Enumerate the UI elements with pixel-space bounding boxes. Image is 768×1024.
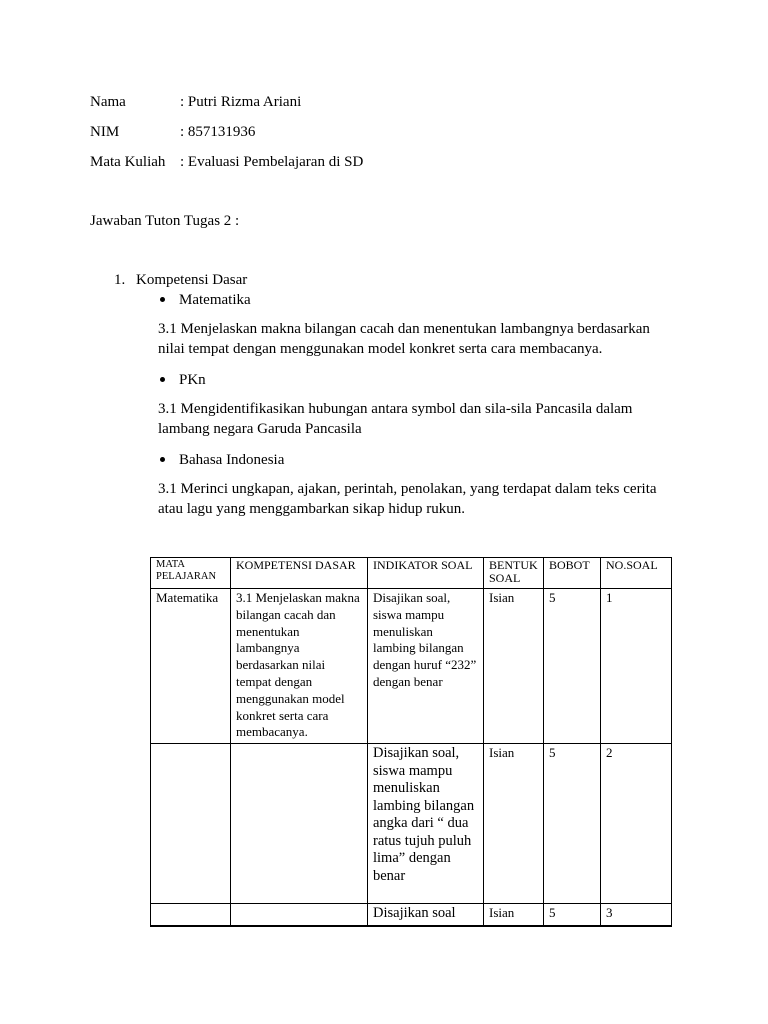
kd-indonesian: 3.1 Merinci ungkapan, ajakan, perintah, penolakan, yang terdapat dalam teks cerita atau lagu yang menggambarkan sikap hidup rukun. (158, 481, 657, 517)
kd-pkn: 3.1 Mengidentifikasikan hubungan antara symbol dan sila-sila Pancasila dalam lambang negara Garuda Pancasila (158, 401, 633, 437)
cell-subject: Matematika (151, 589, 231, 744)
course-row (90, 153, 363, 171)
kd-math: 3.1 Menjelaskan makna bilangan cacah dan menentukan lambangnya berdasarkan nilai tempat dengan menggunakan model konkret serta cara membacanya. (158, 321, 650, 357)
cell-number: 3 (601, 904, 672, 926)
cell-kd (231, 744, 368, 904)
name-row (90, 93, 301, 111)
subject-name: PKn (179, 372, 206, 388)
cell-form: Isian (484, 904, 544, 926)
subject-bullet-math (158, 290, 251, 310)
header-kd: KOMPETENSI DASAR (231, 558, 368, 589)
subject-name: Bahasa Indonesia (179, 452, 285, 468)
table-row (151, 904, 672, 926)
cell-number: 1 (601, 589, 672, 744)
nim-value: : 857131936 (180, 124, 256, 140)
grid-table (150, 557, 672, 927)
bullet-icon (160, 377, 165, 382)
answer-heading: Jawaban Tuton Tugas 2 : (90, 213, 240, 229)
cell-weight: 5 (544, 904, 601, 926)
cell-subject (151, 904, 231, 926)
name-value: : Putri Rizma Ariani (180, 94, 302, 110)
header-weight: BOBOT (544, 558, 601, 589)
header-indicator: INDIKATOR SOAL (368, 558, 484, 589)
nim-row (90, 123, 255, 141)
course-label: Mata Kuliah (90, 154, 166, 170)
table-row (151, 589, 672, 744)
bullet-icon (160, 457, 165, 462)
name-label: Nama (90, 94, 126, 110)
bullet-icon (160, 297, 165, 302)
cell-indicator: Disajikan soal (368, 904, 484, 926)
subject-bullet-indonesian (158, 450, 284, 470)
cell-weight: 5 (544, 744, 601, 904)
header-form: BENTUK SOAL (484, 558, 544, 589)
subject-bullet-pkn (158, 370, 206, 390)
cell-indicator: Disajikan soal, siswa mampu menuliskan lambing bilangan dengan huruf “232” dengan benar (368, 589, 484, 744)
table-header-row (151, 558, 672, 589)
section-title: Kompetensi Dasar (136, 272, 248, 288)
cell-subject (151, 744, 231, 904)
header-subject: MATA PELAJARAN (151, 558, 231, 589)
cell-kd: 3.1 Menjelaskan makna bilangan cacah dan menentukan lambangnya berdasarkan nilai tempat dengan menggunakan model konkret serta cara membacanya. (231, 589, 368, 744)
cell-form: Isian (484, 589, 544, 744)
cell-form: Isian (484, 744, 544, 904)
header-number: NO.SOAL (601, 558, 672, 589)
section-number: 1. (114, 272, 126, 288)
cell-indicator: Disajikan soal, siswa mampu menuliskan lambing bilangan angka dari “ dua ratus tujuh puluh lima” dengan benar (368, 744, 484, 904)
table-row (151, 744, 672, 904)
cell-number: 2 (601, 744, 672, 904)
cell-kd (231, 904, 368, 926)
subject-name: Matematika (179, 292, 251, 308)
course-value: : Evaluasi Pembelajaran di SD (180, 154, 364, 170)
nim-label: NIM (90, 124, 120, 140)
cell-weight: 5 (544, 589, 601, 744)
